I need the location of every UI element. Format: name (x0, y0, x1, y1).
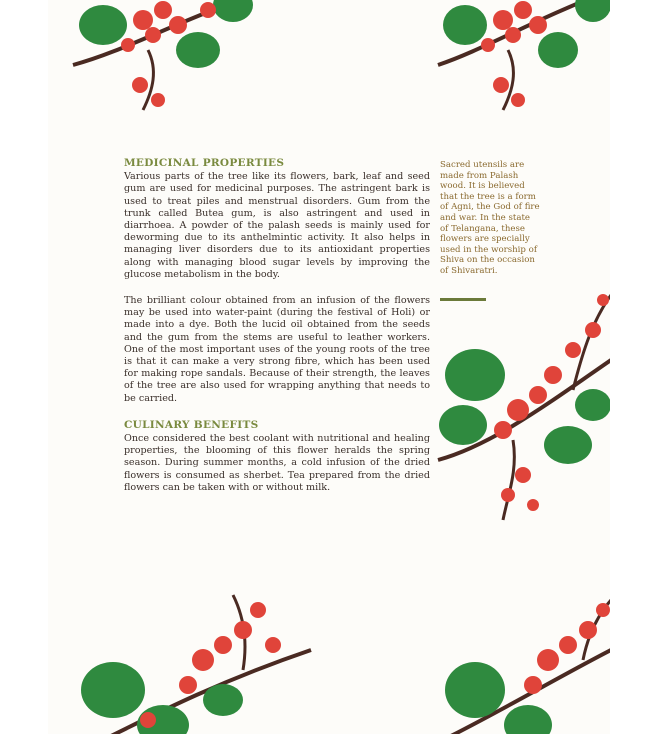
palash-illustration-bottom-left (73, 590, 313, 734)
main-text-column (124, 157, 430, 508)
medicinal-paragraph-1: Various parts of the tree like its flowers, bark, leaf and seed gum are used for medicinal purposes. The astringent bark is used to treat piles and menstrual disorders. Gum from the trunk called Butea gum, is also astringent and used in diarrhoea. A powder of the palash seeds is mainly used for deworming due to its anthelmintic activity. It also helps in managing liver disorders due to its antioxidant properties along with managing blood sugar levels by improving the glucose metabolism in the body. (124, 171, 430, 280)
medicinal-properties-heading: MEDICINAL PROPERTIES (124, 157, 285, 169)
sidebar-rule (440, 298, 486, 301)
culinary-paragraph-1: Once considered the best coolant with nutritional and healing properties, the blooming of this flower heralds the spring season. During summer months, a cold infusion of the dried flowers is consumed as sherbet. Tea prepared from the dried flowers can be taken with or without milk. (124, 433, 430, 493)
book-page (48, 0, 610, 734)
palash-illustration-bottom-right (433, 590, 610, 734)
palash-illustration-middle-right (433, 280, 610, 525)
culinary-benefits-heading: CULINARY BENEFITS (124, 418, 259, 431)
palash-illustration-top-left (68, 0, 278, 130)
sidebar-note: Sacred utensils are made from Palash wood. It is believed that the tree is a form of Agni, the God of fire and war. In the state of Telangana, these flowers are specially used in the worship of Shiva on the occasion of Shivaratri. (440, 160, 540, 276)
palash-illustration-top-right (433, 0, 610, 130)
medicinal-paragraph-2: The brilliant colour obtained from an infusion of the flowers may be used into water-paint (during the festival of Holi) or made into a dye. Both the lucid oil obtained from the seeds and the gum from the stems are useful to leather workers. One of the most important uses of the young roots of the tree is that it can make a very strong fibre, which has been used for making rope sandals. Because of their strength, the leaves of the tree are also used for wrapping anything that needs to be carried. (124, 295, 430, 404)
